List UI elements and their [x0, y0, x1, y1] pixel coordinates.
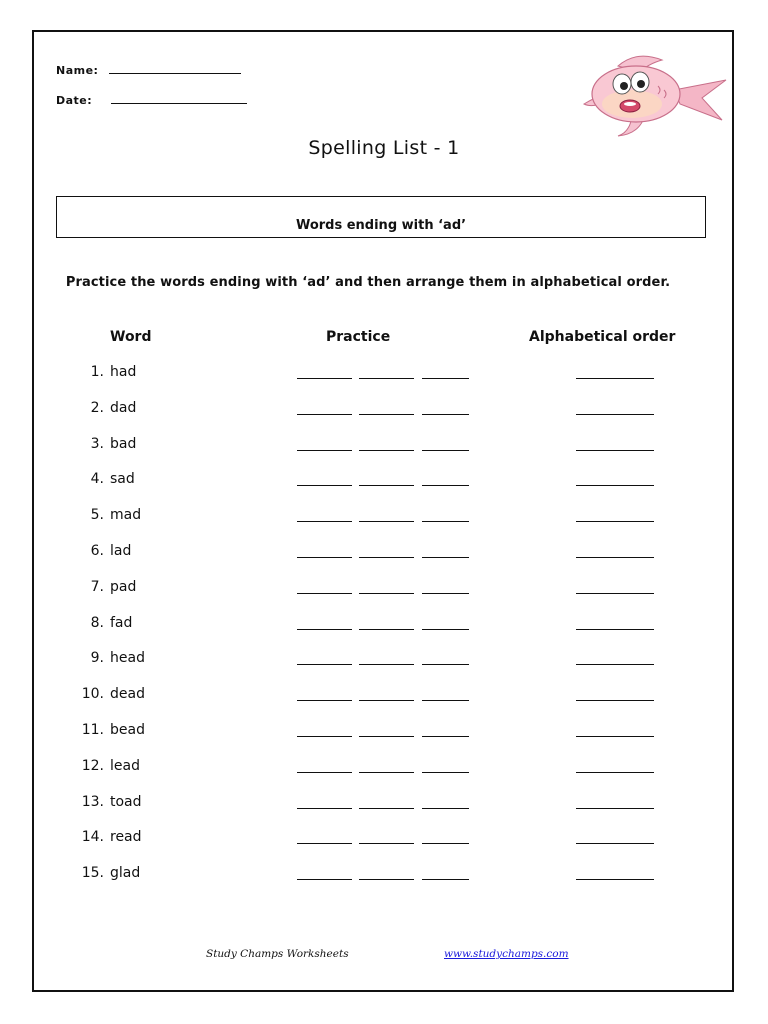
footer-link[interactable]: www.studychamps.com	[444, 948, 569, 960]
practice-line-3[interactable]	[422, 450, 469, 451]
practice-line-1[interactable]	[297, 485, 352, 486]
column-header-practice: Practice	[326, 329, 391, 345]
practice-line-2[interactable]	[359, 736, 414, 737]
alphabetical-order-line[interactable]	[576, 521, 654, 522]
word-number: 7.	[90, 578, 104, 595]
practice-line-3[interactable]	[422, 808, 469, 809]
practice-line-3[interactable]	[422, 521, 469, 522]
practice-line-2[interactable]	[359, 879, 414, 880]
practice-line-2[interactable]	[359, 414, 414, 415]
alphabetical-order-line[interactable]	[576, 843, 654, 844]
date-field	[56, 93, 247, 107]
spelling-word: fad	[110, 614, 133, 631]
alphabetical-order-line[interactable]	[576, 557, 654, 558]
alphabetical-order-line[interactable]	[576, 629, 654, 630]
word-number: 10.	[81, 686, 104, 703]
date-blank[interactable]	[111, 93, 247, 104]
word-number: 3.	[90, 435, 104, 452]
practice-line-3[interactable]	[422, 485, 469, 486]
word-number: 14.	[81, 829, 104, 846]
name-label: Name:	[56, 64, 99, 77]
fish-cartoon-icon	[578, 46, 728, 138]
alphabetical-order-line[interactable]	[576, 736, 654, 737]
practice-line-2[interactable]	[359, 378, 414, 379]
spelling-word: pad	[110, 578, 137, 595]
word-row	[0, 571, 768, 607]
word-list	[0, 356, 768, 893]
word-row	[0, 535, 768, 571]
alphabetical-order-line[interactable]	[576, 593, 654, 594]
footer-brand: Study Champs Worksheets	[206, 948, 349, 960]
practice-line-2[interactable]	[359, 593, 414, 594]
word-row	[0, 857, 768, 893]
practice-line-1[interactable]	[297, 772, 352, 773]
practice-line-1[interactable]	[297, 736, 352, 737]
word-number: 12.	[81, 757, 104, 774]
page-title: Spelling List - 1	[308, 137, 460, 159]
practice-line-3[interactable]	[422, 664, 469, 665]
name-field	[56, 63, 241, 77]
spelling-word: lad	[110, 542, 132, 559]
practice-line-3[interactable]	[422, 378, 469, 379]
practice-line-3[interactable]	[422, 557, 469, 558]
column-header-alphabetical: Alphabetical order	[529, 329, 676, 345]
practice-line-1[interactable]	[297, 593, 352, 594]
word-number: 8.	[90, 614, 104, 631]
word-number: 9.	[90, 650, 104, 667]
practice-line-3[interactable]	[422, 700, 469, 701]
word-number: 2.	[90, 399, 104, 416]
spelling-word: had	[110, 364, 137, 380]
word-row	[0, 607, 768, 643]
word-number: 15.	[81, 865, 104, 882]
practice-line-1[interactable]	[297, 664, 352, 665]
word-row	[0, 428, 768, 464]
subtitle: Words ending with ‘ad’	[295, 218, 467, 233]
alphabetical-order-line[interactable]	[576, 772, 654, 773]
spelling-word: read	[110, 829, 142, 846]
practice-line-3[interactable]	[422, 414, 469, 415]
spelling-word: bad	[110, 435, 137, 452]
practice-line-2[interactable]	[359, 808, 414, 809]
word-number: 11.	[81, 721, 104, 738]
practice-line-2[interactable]	[359, 772, 414, 773]
word-row	[0, 821, 768, 857]
practice-line-3[interactable]	[422, 629, 469, 630]
word-row	[0, 392, 768, 428]
practice-line-2[interactable]	[359, 843, 414, 844]
practice-line-1[interactable]	[297, 414, 352, 415]
practice-line-2[interactable]	[359, 521, 414, 522]
spelling-word: dad	[110, 399, 137, 416]
practice-line-1[interactable]	[297, 629, 352, 630]
spelling-word: mad	[110, 507, 142, 524]
alphabetical-order-line[interactable]	[576, 378, 654, 379]
spelling-word: bead	[110, 721, 145, 738]
spelling-word: toad	[110, 793, 142, 810]
column-header-word: Word	[110, 329, 152, 345]
practice-line-2[interactable]	[359, 450, 414, 451]
practice-line-2[interactable]	[359, 485, 414, 486]
name-blank[interactable]	[109, 63, 241, 74]
word-number: 13.	[81, 793, 104, 810]
practice-line-3[interactable]	[422, 772, 469, 773]
word-number: 4.	[90, 471, 104, 488]
practice-line-2[interactable]	[359, 700, 414, 701]
instructions: Practice the words ending with ‘ad’ and then arrange them in alphabetical order.	[65, 275, 671, 290]
alphabetical-order-line[interactable]	[576, 879, 654, 880]
alphabetical-order-line[interactable]	[576, 450, 654, 451]
word-row	[0, 356, 768, 392]
word-number: 5.	[90, 507, 104, 524]
practice-line-3[interactable]	[422, 879, 469, 880]
spelling-word: sad	[110, 471, 135, 488]
alphabetical-order-line[interactable]	[576, 414, 654, 415]
alphabetical-order-line[interactable]	[576, 485, 654, 486]
practice-line-1[interactable]	[297, 843, 352, 844]
spelling-word: glad	[110, 865, 141, 882]
practice-line-1[interactable]	[297, 808, 352, 809]
practice-line-3[interactable]	[422, 736, 469, 737]
date-label: Date:	[56, 94, 93, 107]
practice-line-2[interactable]	[359, 664, 414, 665]
word-row	[0, 642, 768, 678]
word-row	[0, 499, 768, 535]
word-row	[0, 678, 768, 714]
spelling-word: lead	[110, 757, 140, 774]
word-row	[0, 750, 768, 786]
word-row	[0, 714, 768, 750]
alphabetical-order-line[interactable]	[576, 700, 654, 701]
practice-line-1[interactable]	[297, 879, 352, 880]
practice-line-2[interactable]	[359, 557, 414, 558]
word-row	[0, 463, 768, 499]
spelling-word: head	[110, 650, 145, 667]
word-number: 1.	[90, 364, 104, 380]
practice-line-1[interactable]	[297, 521, 352, 522]
practice-line-1[interactable]	[297, 557, 352, 558]
practice-line-1[interactable]	[297, 700, 352, 701]
subtitle-box	[56, 196, 706, 238]
practice-line-3[interactable]	[422, 593, 469, 594]
practice-line-3[interactable]	[422, 843, 469, 844]
practice-line-1[interactable]	[297, 450, 352, 451]
alphabetical-order-line[interactable]	[576, 808, 654, 809]
word-row	[0, 786, 768, 822]
alphabetical-order-line[interactable]	[576, 664, 654, 665]
practice-line-2[interactable]	[359, 629, 414, 630]
practice-line-1[interactable]	[297, 378, 352, 379]
word-number: 6.	[90, 542, 104, 559]
spelling-word: dead	[110, 686, 145, 703]
